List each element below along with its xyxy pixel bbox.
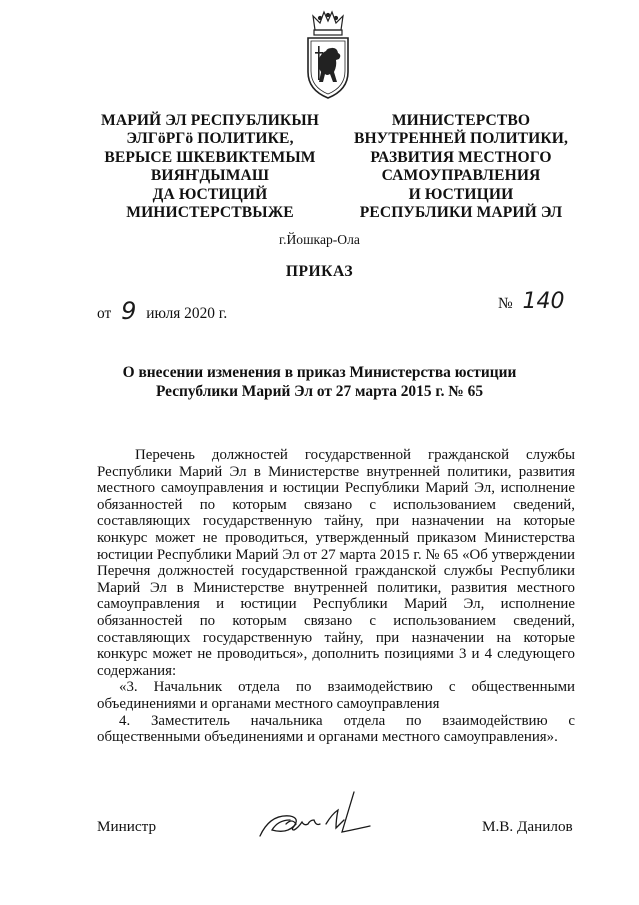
body-item-4: 4. Заместитель начальника отдела по взаимодействию с общественными объединениями и органами местного самоуправления». [97, 712, 575, 746]
header-right-line: САМОУПРАВЛЕНИЯ [381, 167, 541, 185]
number-value-handwritten: 140 [522, 289, 565, 314]
signatory-name: М.В. Данилов [482, 818, 573, 835]
date-day-handwritten: 9 [121, 297, 137, 325]
city-name: г.Йошкар-Ола [279, 232, 360, 247]
ministry-name-russian [348, 112, 574, 222]
title-line: Республики Марий Эл от 27 марта 2015 г. № 65 [155, 382, 484, 400]
number-sign: № [498, 295, 513, 312]
order-date [97, 296, 227, 324]
header-left-line: МАРИЙ ЭЛ РЕСПУБЛИКЫН [101, 112, 319, 129]
header-left-line: ВИЯҤДЫМАШ [150, 167, 270, 185]
handwritten-signature [256, 786, 376, 846]
order-title [60, 364, 579, 401]
document-type: ПРИКАЗ [285, 263, 354, 280]
header-right-line: РАЗВИТИЯ МЕСТНОГО [370, 148, 552, 166]
header-right-line: И ЮСТИЦИИ [408, 185, 514, 203]
order-number [498, 289, 571, 314]
header-left-line: ВЕРЫСЕ ШКЕВИКТЕМЫМ [104, 148, 316, 166]
title-line: О внесении изменения в приказ Министерства юстиции [122, 364, 517, 381]
header-left-line: ДА ЮСТИЦИЙ [152, 185, 268, 203]
header-right-line: ВНУТРЕННЕЙ ПОЛИТИКИ, [353, 130, 569, 148]
body-item-3: «3. Начальник отдела по взаимодействию с общественными объединениями и органами местного самоуправления [97, 679, 575, 712]
signatory-title: Министр [97, 818, 157, 835]
header-right-line: РЕСПУБЛИКИ МАРИЙ ЭЛ [359, 204, 563, 222]
ministry-name-mari [98, 112, 322, 222]
header-right-line: МИНИСТЕРСТВО [391, 112, 531, 129]
header-left-line: ЭЛГӧРГӧ ПОЛИТИКЕ, [126, 130, 294, 148]
coat-of-arms-emblem [301, 8, 355, 102]
date-rest: июля 2020 г. [146, 305, 228, 322]
body-paragraph: Перечень должностей государственной гражданской службы Республики Марий Эл в Министерстве внутренней политики, развития местного самоуправления и юстиции Республики Марий Эл, исполнение обязанностей по которым связано с использованием сведений, составляющих государственную тайну, при назначении на которые конкурс может не проводиться, утвержденный приказом Министерства юстиции Республики Марий Эл от 27 марта 2015 г. № 65 «Об утверждении Перечня должностей государственной гражданской службы Республики Марий Эл в Министерстве внутренней политики, развития местного самоуправления и юстиции Республики Марий Эл, исполнение обязанностей по которым связано с использованием сведений, составляющих государственную тайну, при назначении на которые конкурс может не проводиться», дополнить позициями 3 и 4 следующего содержания: [97, 447, 575, 679]
order-body [97, 447, 575, 746]
header-left-line: МИНИСТЕРСТВЫЖЕ [126, 204, 294, 222]
date-prefix: от [97, 305, 112, 322]
